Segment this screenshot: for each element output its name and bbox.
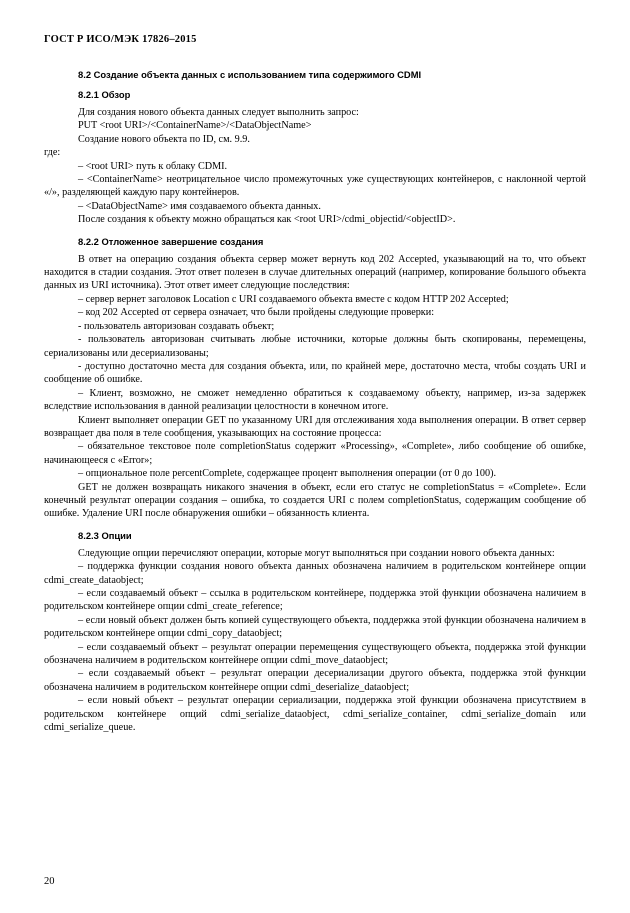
options-item-5: – если создаваемый объект – результат операции десериализации другого объекта, поддержка этой функции обозначена наличием в родительском контейнере опции cdmi_deserialize_dataobject; bbox=[44, 668, 586, 693]
section-heading-8-2-3: 8.2.3 Опции bbox=[78, 529, 132, 541]
overview-intro: Для создания нового объекта данных следует выполнить запрос: bbox=[78, 107, 359, 118]
deferred-para-3: GET не должен возвращать никакого значения в объект, если его статус не completionStatus = «Complete». Если конечный результат операции создания – ошибка, то создается URI с полем completionStatus, содержащим сообщение об ошибке. Удаление URI после обнаружения ошибки – обязанность клиента. bbox=[44, 481, 586, 520]
options-item-4: – если создаваемый объект – результат операции перемещения существующего объекта, поддержка этой функции обозначена наличием в родительском контейнере опции cdmi_move_dataobject; bbox=[44, 641, 586, 667]
overview-item-3: – <DataObjectName> имя создаваемого объекта данных. bbox=[78, 200, 321, 212]
section-heading-8-2-1: 8.2.1 Обзор bbox=[78, 89, 131, 100]
deferred-bullet-1: – сервер вернет заголовок Location с URI создаваемого объекта вместе с кодом HTTP 202 Accepted; bbox=[78, 293, 509, 305]
options-item-1: – поддержка функции создания нового объекта данных обозначена наличием в родительском контейнере опции cdmi_create_dataobject; bbox=[44, 561, 586, 586]
overview-request-line: PUT <root URI>/<ContainerName>/<DataObjectName> bbox=[78, 120, 312, 132]
section-heading-8-2-2: 8.2.2 Отложенное завершение создания bbox=[78, 235, 264, 247]
deferred-bullet-4: - пользователь авторизован считывать любые источники, которые должны быть скопированы, перемещены, сериализованы или десериализованы; bbox=[44, 334, 586, 359]
options-item-6: – если новый объект – результат операции сериализации, поддержка этой функции обозначена присутствием в родительском контейнере опций cdmi_serialize_dataobject, cdmi_serialize_container, cdmi_serialize_domain или cdmi_serialize_queue. bbox=[44, 695, 586, 734]
overview-id-line: Создание нового объекта по ID, см. 9.9. bbox=[78, 133, 250, 145]
deferred-bullet-3: - пользователь авторизован создавать объект; bbox=[78, 320, 275, 332]
overview-after: После создания к объекту можно обращаться как <root URI>/cdmi_objectid/<objectID>. bbox=[78, 214, 456, 226]
deferred-bullet-2: – код 202 Accepted от сервера означает, что были пройдены следующие проверки: bbox=[78, 307, 435, 319]
deferred-bullet-5: - доступно достаточно места для создания объекта, или, по крайней мере, достаточно места, чтобы создать URI и сообщение об ошибке. bbox=[44, 360, 586, 386]
overview-block bbox=[44, 106, 586, 227]
options-block bbox=[44, 547, 586, 735]
options-intro: Следующие опции перечисляют операции, которые могут выполняться при создании нового объекта данных: bbox=[78, 547, 555, 559]
overview-item-2: – <ContainerName> неотрицательное число промежуточных уже существующих контейнеров, с наклонной чертой «/», разделяющей каждую пару контейнеров. bbox=[44, 174, 586, 199]
deferred-para-2: Клиент выполняет операции GET по указанному URI для отслеживания хода выполнения операции. В ответ сервер возвращает два поля в теле сообщения, указывающих на состояние процесса: bbox=[44, 414, 586, 439]
section-heading-8-2: 8.2 Создание объекта данных с использованием типа содержимого CDMI bbox=[78, 69, 422, 80]
deferred-block bbox=[44, 253, 586, 521]
options-item-2: – если создаваемый объект – ссылка в родительском контейнере, поддержка этой функции обозначена наличием в родительском контейнере опции cdmi_create_reference; bbox=[44, 588, 586, 613]
deferred-bullet-6: – Клиент, возможно, не сможет немедленно обратиться к создаваемому объекту, например, из-за задержек вследствие использования в данной реализации целостности в конечном итоге. bbox=[44, 387, 586, 413]
document-header: ГОСТ Р ИСО/МЭК 17826–2015 bbox=[44, 34, 197, 45]
page-number: 20 bbox=[44, 876, 55, 887]
deferred-bullet-8: – опциональное поле percentComplete, содержащее процент выполнения операции (от 0 до 100). bbox=[78, 468, 497, 480]
options-item-3: – если новый объект должен быть копией существующего объекта, поддержка этой функции обозначена наличием в родительском контейнере опции cdmi_copy_dataobject; bbox=[44, 614, 586, 640]
overview-gde-label: где: bbox=[44, 147, 61, 159]
deferred-para-1: В ответ на операцию создания объекта сервер может вернуть код 202 Accepted, указывающий на то, что объект находится в стадии создания. Этот ответ полезен в случае длительных операций (например, копирование большого объекта данных из URI источника). Этот ответ имеет следующие последствия: bbox=[44, 253, 586, 292]
deferred-bullet-7: – обязательное текстовое поле completionStatus содержит «Processing», «Complete», либо сообщение об ошибке, начинающееся с «Error»; bbox=[44, 441, 586, 466]
overview-item-1: – <root URI> путь к облаку CDMI. bbox=[78, 160, 228, 172]
